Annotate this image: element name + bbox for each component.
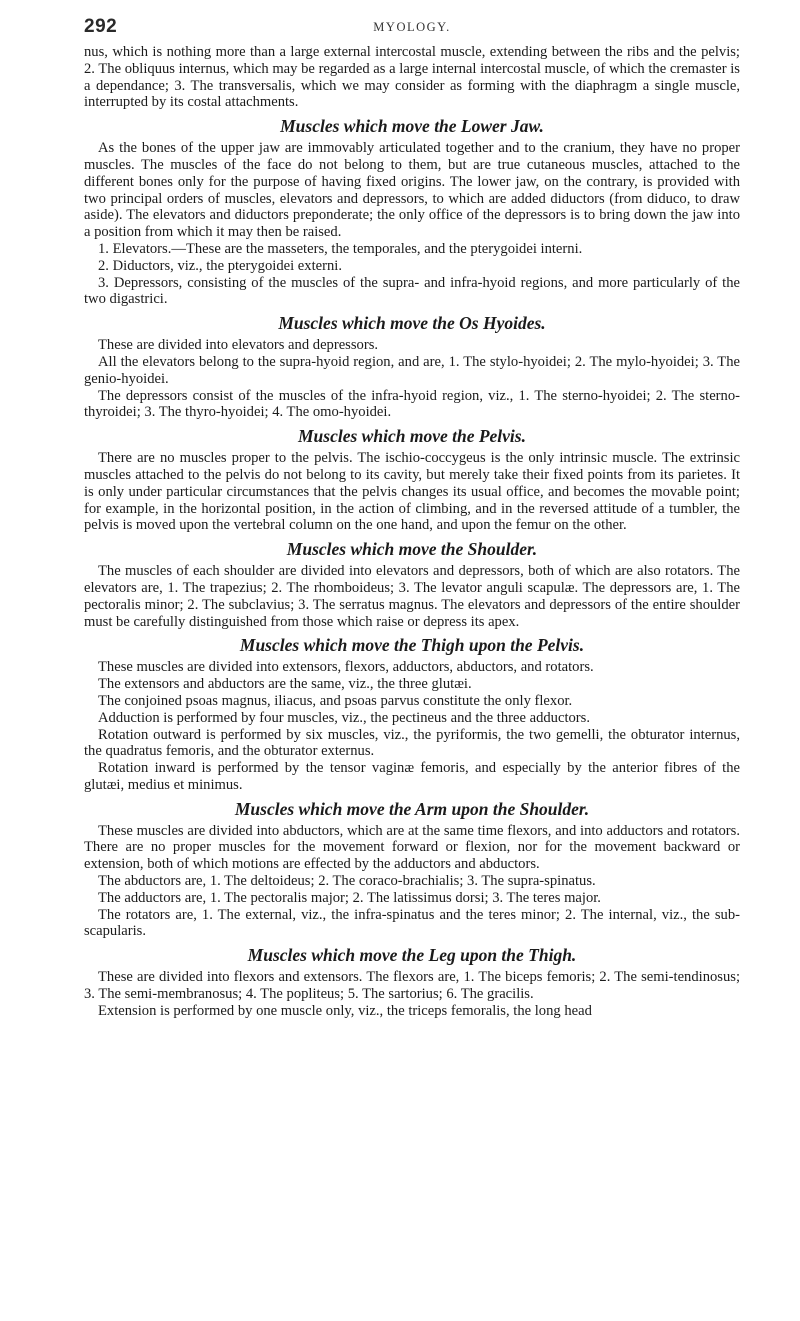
section-shoulder bbox=[84, 539, 740, 630]
paragraph: These muscles are divided into extensors, flexors, adductors, abductors, and rotators. bbox=[98, 659, 594, 676]
section-heading: Muscles which move the Arm upon the Shoulder. bbox=[234, 798, 590, 819]
section-heading: Muscles which move the Thigh upon the Pelvis. bbox=[239, 635, 585, 656]
paragraph: As the bones of the upper jaw are immovably articulated together and to the cranium, they have no proper muscles. The muscles of the face do not belong to them, but are true cutaneous muscles, attached to the different bones only for the purpose of having fixed origins. The lower jaw, on the contrary, is provided with two principal orders of muscles, elevators and depressors, to which are added diductors (from diduco, to draw aside). The elevators and diductors preponderate; the only office of the depressors is to bring down the jaw into a position from which it may then be raised. bbox=[84, 140, 740, 241]
section-heading: Muscles which move the Shoulder. bbox=[286, 539, 538, 560]
paragraph: The extensors and abductors are the same, viz., the three glutæi. bbox=[98, 676, 472, 693]
paragraph: The abductors are, 1. The deltoideus; 2. The coraco-brachialis; 3. The supra-spinatus. bbox=[98, 873, 596, 890]
section-leg-upon-thigh bbox=[84, 945, 740, 1019]
section-heading: Muscles which move the Leg upon the Thigh. bbox=[247, 945, 577, 966]
section-heading: Muscles which move the Pelvis. bbox=[298, 426, 526, 447]
section-thigh-upon-pelvis bbox=[84, 635, 740, 793]
page-number: 292 bbox=[84, 16, 118, 37]
paragraph: These are divided into elevators and depressors. bbox=[98, 337, 379, 354]
paragraph: These are divided into flexors and extensors. The flexors are, 1. The biceps femoris; 2. The semi-tendinosus; 3. The semi-membranosus; 4. The popliteus; 5. The sartorius; 6. The gracilis. bbox=[84, 969, 740, 1003]
section-lower-jaw bbox=[84, 116, 740, 308]
paragraph: 1. Elevators.—These are the masseters, the temporales, and the pterygoidei interni. bbox=[98, 240, 583, 257]
paragraph: 3. Depressors, consisting of the muscles of the supra- and infra-hyoid regions, and more particularly of the two digastrici. bbox=[84, 274, 740, 308]
paragraph: The depressors consist of the muscles of the infra-hyoid region, viz., 1. The sterno-hyoidei; 2. The sterno-thyroidei; 3. The thyro-hyoidei; 4. The omo-hyoidei. bbox=[84, 387, 740, 421]
running-head bbox=[84, 10, 740, 44]
paragraph: 2. Diductors, viz., the pterygoidei externi. bbox=[98, 257, 342, 274]
paragraph: Adduction is performed by four muscles, viz., the pectineus and the three adductors. bbox=[98, 709, 590, 726]
paragraph: These muscles are divided into abductors, which are at the same time flexors, and into adductors and rotators. There are no proper muscles for the movement forward or flexion, nor for the movement backward or extension, both of which motions are effected by the adductors and abductors. bbox=[84, 822, 740, 873]
paragraph: Extension is performed by one muscle only, viz., the triceps femoralis, the long head bbox=[98, 1002, 592, 1019]
paragraph: The muscles of each shoulder are divided into elevators and depressors, both of which are also rotators. The elevators are, 1. The trapezius; 2. The rhomboideus; 3. The levator anguli scapulæ. The depressors are, 1. The pectoralis minor; 2. The subclavius; 3. The serratus magnus. The elevators and depressors of the entire shoulder must be carefully distinguished from those which raise or depress its apex. bbox=[84, 563, 740, 630]
page-body bbox=[84, 44, 740, 1020]
paragraph: nus, which is nothing more than a large external intercostal muscle, extending between the ribs and the pelvis; 2. The obliquus internus, which may be regarded as a large internal intercostal muscle, of which the cremaster is a dependance; 3. The transversalis, which we may consider as forming with the diaphragm a single muscle, interrupted by its costal attachments. bbox=[84, 44, 740, 111]
paragraph: There are no muscles proper to the pelvis. The ischio-coccygeus is the only intrinsic muscle. The extrinsic muscles attached to the pelvis do not belong to its cavity, but merely take their fixed points from its parietes. It is only under particular circumstances that the pelvis changes its usual office, and becomes the movable point; for example, in the horizontal position, in the action of climbing, and in the reversed attitude of a tumbler, the pelvis is moved upon the vertebral column on the one hand, and upon the femur on the other. bbox=[84, 450, 740, 534]
section-pelvis bbox=[84, 426, 740, 534]
paragraph: All the elevators belong to the supra-hyoid region, and are, 1. The stylo-hyoidei; 2. The mylo-hyoidei; 3. The genio-hyoidei. bbox=[84, 353, 740, 387]
section-heading: Muscles which move the Lower Jaw. bbox=[280, 116, 544, 137]
section-os-hyoides bbox=[84, 313, 740, 421]
paragraph: The conjoined psoas magnus, iliacus, and psoas parvus constitute the only flexor. bbox=[98, 692, 573, 709]
running-title: MYOLOGY. bbox=[373, 20, 451, 34]
paragraph: Rotation inward is performed by the tensor vaginæ femoris, and especially by the anterior fibres of the glutæi, medius et minimus. bbox=[84, 760, 740, 793]
section-heading: Muscles which move the Os Hyoides. bbox=[278, 313, 546, 334]
section-arm-upon-shoulder bbox=[84, 799, 740, 941]
paragraph: The adductors are, 1. The pectoralis major; 2. The latissimus dorsi; 3. The teres major. bbox=[98, 889, 601, 906]
section-continued-text bbox=[84, 44, 740, 111]
paragraph: The rotators are, 1. The external, viz., the infra-spinatus and the teres minor; 2. The internal, viz., the sub-scapularis. bbox=[84, 906, 740, 940]
paragraph: Rotation outward is performed by six muscles, viz., the pyriformis, the two gemelli, the obturator internus, the quadratus femoris, and the obturator externus. bbox=[84, 726, 740, 760]
